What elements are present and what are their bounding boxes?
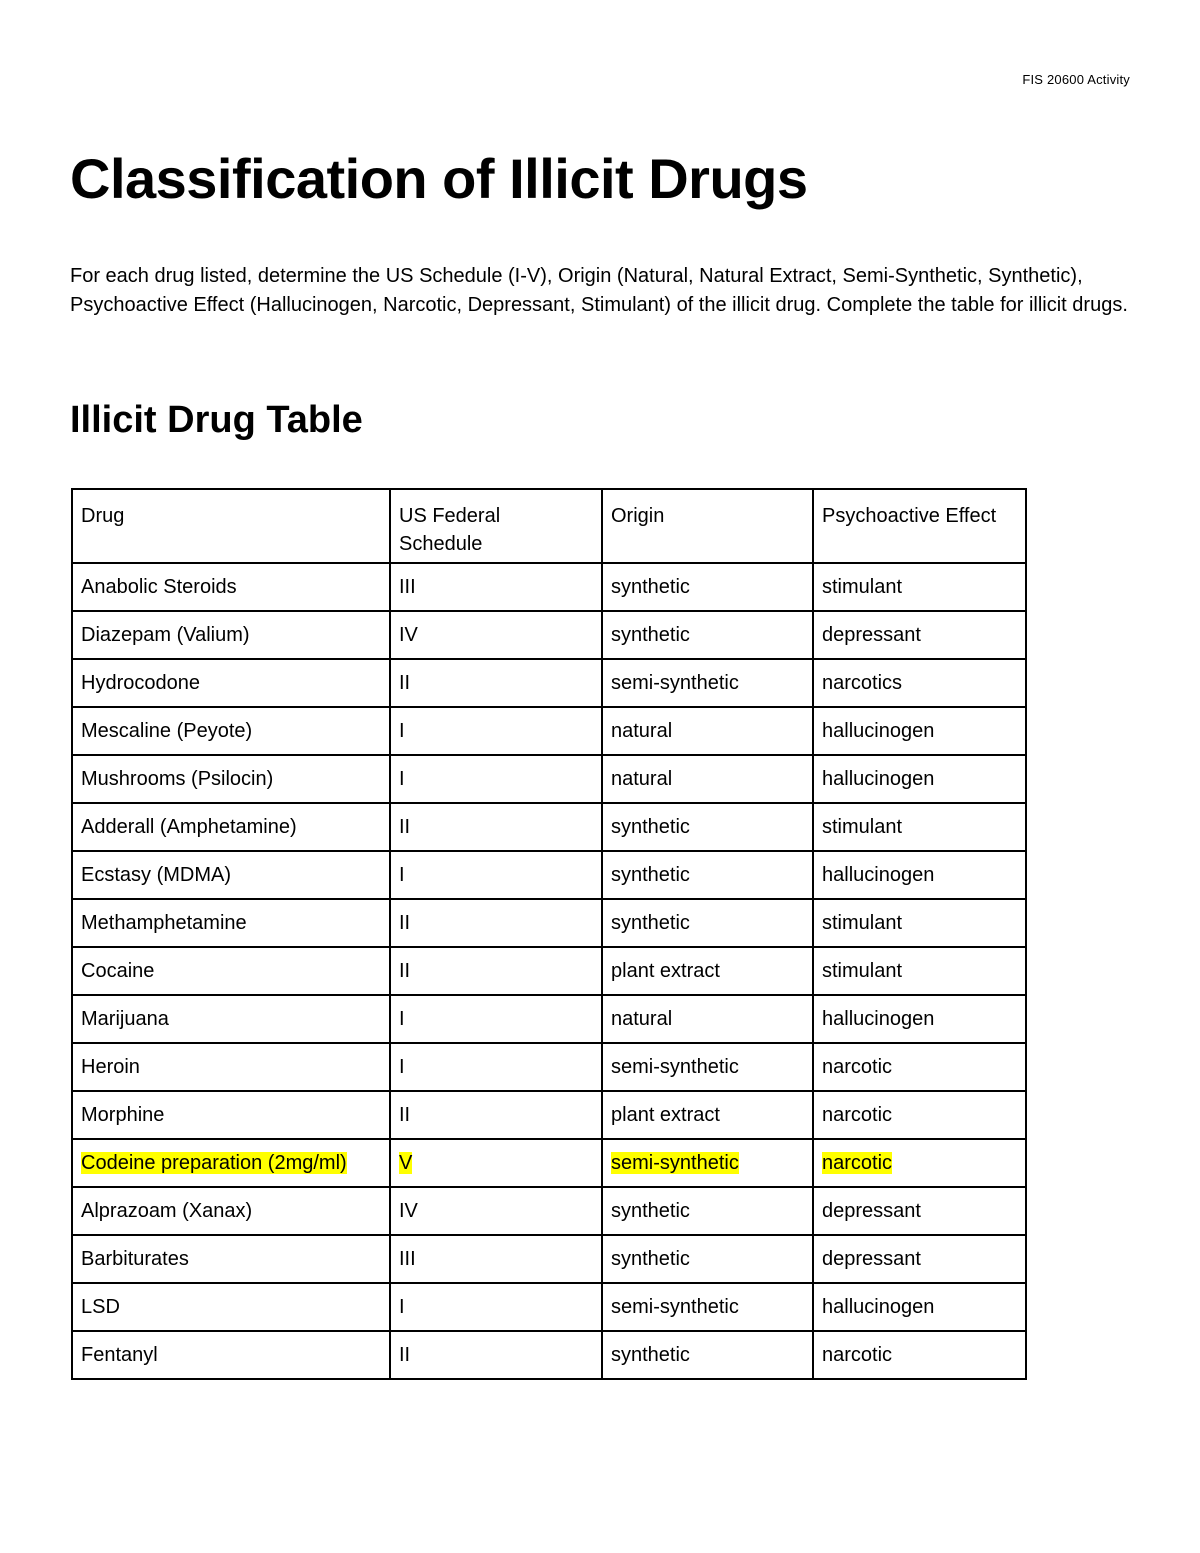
cell-origin-text: plant extract [611,960,720,982]
table-row [72,707,1026,755]
cell-effect [813,1283,1026,1331]
cell-drug [72,899,390,947]
header-origin: Origin [602,489,813,563]
cell-schedule [390,1283,602,1331]
cell-schedule [390,1091,602,1139]
table-row [72,1235,1026,1283]
cell-effect [813,851,1026,899]
cell-origin-text: semi-synthetic [611,1296,739,1318]
cell-schedule-text: I [399,768,405,790]
cell-schedule-text: I [399,864,405,886]
header-schedule: US Federal Schedule [390,489,602,563]
cell-effect [813,995,1026,1043]
cell-origin [602,659,813,707]
cell-drug-text: Adderall (Amphetamine) [81,816,297,838]
table-row [72,803,1026,851]
cell-effect-text: narcotics [822,672,903,694]
cell-schedule [390,851,602,899]
cell-effect-text: hallucinogen [822,864,935,886]
cell-origin [602,1235,813,1283]
cell-drug-text: Alprazoam (Xanax) [81,1200,253,1222]
cell-drug [72,659,390,707]
cell-drug-text: Diazepam (Valium) [81,624,250,646]
cell-schedule-text: IV [399,624,418,646]
table-row [72,1091,1026,1139]
cell-schedule [390,947,602,995]
cell-effect [813,1331,1026,1379]
cell-schedule [390,1187,602,1235]
table-row [72,1139,1026,1187]
cell-effect [813,803,1026,851]
cell-effect [813,1235,1026,1283]
table-row [72,1043,1026,1091]
cell-schedule-text: IV [399,1200,418,1222]
cell-effect [813,1043,1026,1091]
cell-origin-text: plant extract [611,1104,720,1126]
cell-drug [72,995,390,1043]
cell-effect-text: depressant [822,1248,921,1270]
cell-schedule-text: II [399,960,411,982]
cell-origin-text: semi-synthetic [611,672,739,694]
cell-origin [602,611,813,659]
cell-effect-text: narcotic [822,1344,893,1366]
table-row [72,1331,1026,1379]
cell-origin [602,995,813,1043]
cell-effect-text: hallucinogen [822,768,935,790]
cell-schedule [390,659,602,707]
cell-origin [602,1139,813,1187]
cell-origin-text: natural [611,720,673,742]
cell-effect [813,947,1026,995]
cell-drug-text: Mescaline (Peyote) [81,720,253,742]
cell-origin-text: synthetic [611,576,690,598]
instructions: For each drug listed, determine the US Schedule (I-V), Origin (Natural, Natural Extract, Semi-Synthetic, Synthetic), Psychoactive Effect (Hallucinogen, Narcotic, Depressant, Stimulant) of the illicit drug. Complete the table for illicit drugs. [70,265,1128,316]
cell-origin-text: synthetic [611,816,690,838]
cell-origin-text: synthetic [611,1248,690,1270]
cell-effect-text: hallucinogen [822,1296,935,1318]
page-title: Classification of Illicit Drugs [70,147,808,210]
table-row [72,1283,1026,1331]
cell-origin [602,755,813,803]
cell-origin-text: semi-synthetic [611,1152,739,1174]
cell-effect-text: stimulant [822,912,903,934]
cell-schedule [390,899,602,947]
cell-schedule [390,755,602,803]
cell-origin [602,707,813,755]
cell-drug-text: Fentanyl [81,1344,158,1366]
table-row [72,947,1026,995]
cell-schedule [390,1331,602,1379]
cell-effect [813,1091,1026,1139]
cell-origin [602,947,813,995]
cell-effect-text: stimulant [822,576,903,598]
cell-effect-text: stimulant [822,816,903,838]
cell-drug [72,755,390,803]
cell-effect-text: hallucinogen [822,720,935,742]
cell-drug-text: Anabolic Steroids [81,576,237,598]
cell-schedule-text: II [399,672,411,694]
cell-drug-text: Barbiturates [81,1248,189,1270]
cell-schedule-text: II [399,912,411,934]
cell-schedule-text: I [399,720,405,742]
cell-drug [72,563,390,611]
cell-schedule [390,707,602,755]
cell-effect [813,1139,1026,1187]
cell-drug [72,803,390,851]
cell-schedule-text: III [399,576,416,598]
table-row [72,851,1026,899]
cell-effect [813,1187,1026,1235]
cell-schedule [390,611,602,659]
cell-schedule [390,1139,602,1187]
cell-drug [72,1187,390,1235]
cell-origin [602,1283,813,1331]
cell-drug [72,1091,390,1139]
cell-origin-text: natural [611,768,673,790]
table-row [72,659,1026,707]
cell-drug-text: Marijuana [81,1008,169,1030]
cell-drug-text: Heroin [81,1056,140,1078]
cell-schedule-text: I [399,1008,405,1030]
cell-effect [813,755,1026,803]
cell-origin [602,1091,813,1139]
cell-effect [813,659,1026,707]
cell-origin-text: synthetic [611,864,690,886]
cell-drug-text: Codeine preparation (2mg/ml) [81,1152,347,1174]
cell-drug [72,1139,390,1187]
cell-origin [602,851,813,899]
cell-effect-text: depressant [822,1200,921,1222]
header-effect: Psychoactive Effect [813,489,1026,563]
cell-effect-text: depressant [822,624,921,646]
table-row [72,899,1026,947]
cell-schedule-text: II [399,816,411,838]
cell-drug [72,1043,390,1091]
cell-drug [72,1283,390,1331]
cell-origin [602,563,813,611]
cell-drug [72,851,390,899]
cell-schedule [390,1235,602,1283]
header-drug: Drug [72,489,390,563]
cell-schedule-text: V [399,1152,413,1174]
cell-effect-text: narcotic [822,1056,893,1078]
cell-origin-text: synthetic [611,1344,690,1366]
cell-effect-text: hallucinogen [822,1008,935,1030]
cell-drug-text: Cocaine [81,960,155,982]
cell-schedule-text: I [399,1056,405,1078]
cell-schedule [390,803,602,851]
cell-drug-text: Hydrocodone [81,672,200,694]
cell-drug [72,1331,390,1379]
cell-drug [72,707,390,755]
cell-origin-text: natural [611,1008,673,1030]
cell-schedule-text: I [399,1296,405,1318]
cell-schedule [390,1043,602,1091]
cell-effect [813,707,1026,755]
cell-effect-text: stimulant [822,960,903,982]
table-row [72,1187,1026,1235]
cell-schedule [390,995,602,1043]
cell-schedule-text: III [399,1248,416,1270]
cell-drug-text: Ecstasy (MDMA) [81,864,231,886]
cell-origin-text: synthetic [611,624,690,646]
table-row [72,563,1026,611]
cell-schedule-text: II [399,1104,411,1126]
section-title: Illicit Drug Table [70,399,363,441]
table-header-row [72,489,1026,563]
cell-drug-text: LSD [81,1296,120,1318]
cell-origin [602,803,813,851]
cell-origin-text: synthetic [611,912,690,934]
cell-drug [72,947,390,995]
cell-schedule-text: II [399,1344,411,1366]
cell-drug [72,1235,390,1283]
cell-drug-text: Methamphetamine [81,912,247,934]
drug-table [71,488,1027,1380]
header-note: FIS 20600 Activity [1022,72,1130,87]
cell-origin [602,1331,813,1379]
table-row [72,755,1026,803]
cell-effect [813,563,1026,611]
table-row [72,611,1026,659]
cell-effect [813,611,1026,659]
cell-drug-text: Morphine [81,1104,165,1126]
cell-origin [602,1043,813,1091]
cell-origin [602,899,813,947]
cell-schedule [390,563,602,611]
cell-origin [602,1187,813,1235]
cell-effect [813,899,1026,947]
cell-origin-text: semi-synthetic [611,1056,739,1078]
cell-origin-text: synthetic [611,1200,690,1222]
table-row [72,995,1026,1043]
cell-effect-text: narcotic [822,1152,893,1174]
cell-effect-text: narcotic [822,1104,893,1126]
cell-drug-text: Mushrooms (Psilocin) [81,768,274,790]
cell-drug [72,611,390,659]
